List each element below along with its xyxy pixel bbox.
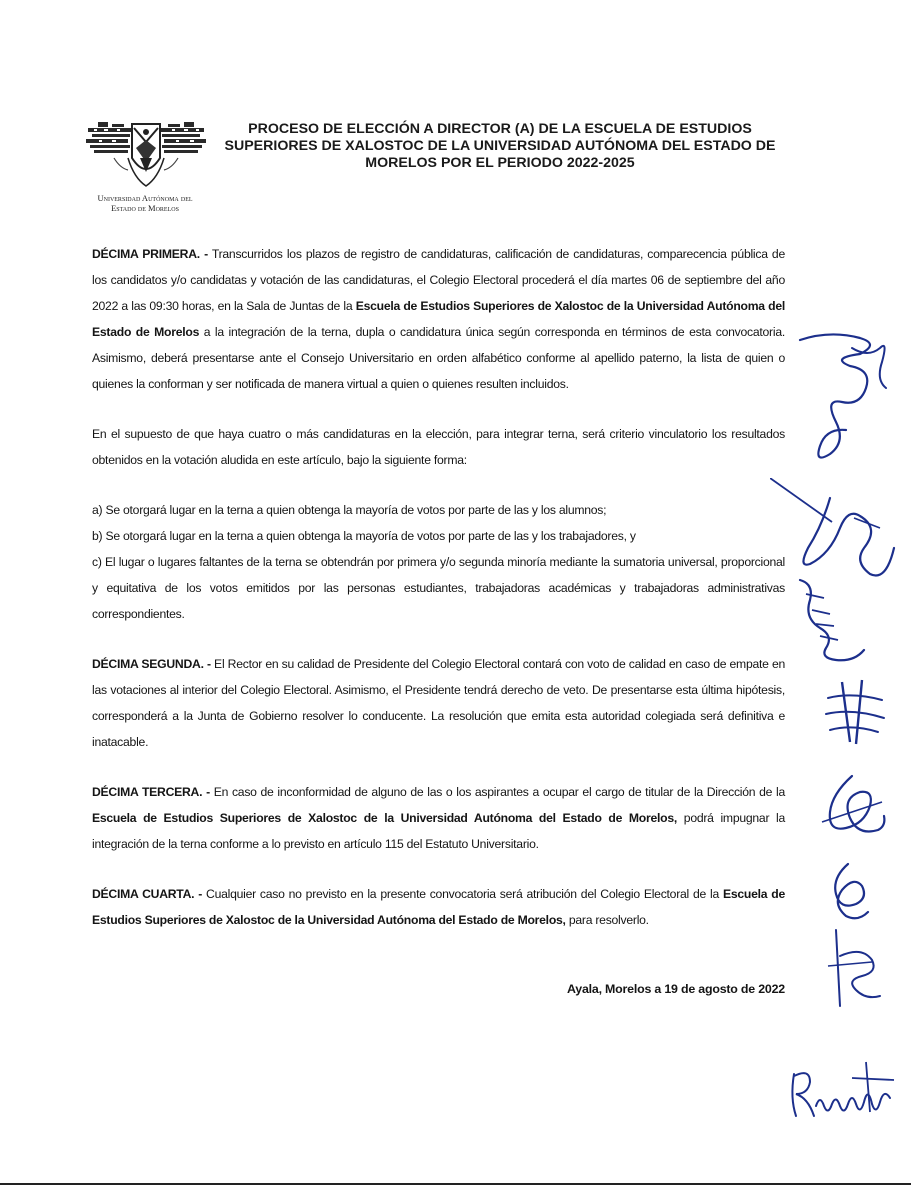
logo-caption xyxy=(84,193,206,213)
list-item-a: a) Se otorgará lugar en la terna a quien obtenga la mayoría de votos por parte de las y los alumnos; xyxy=(92,503,607,517)
clause-heading: DÉCIMA PRIMERA. - xyxy=(92,247,208,261)
clause-text: En caso de inconformidad de alguno de las o los aspirantes a ocupar el cargo de titular de la Dirección de la xyxy=(209,785,786,799)
school-name: Escuela de Estudios Superiores de Xalostoc de la Universidad Autónoma del Estado de Morelos, xyxy=(92,811,678,825)
page-bottom-rule xyxy=(0,1183,911,1185)
school-name: Escuela de Estudios Superiores de Xalostoc de la Universidad Autónoma del Estado de Morelos, xyxy=(92,887,785,927)
clause-heading: DÉCIMA SEGUNDA. - xyxy=(92,657,211,671)
logo-caption-line-2: Estado de Morelos xyxy=(111,203,179,213)
clause-decima-segunda xyxy=(92,651,785,755)
clause-heading: DÉCIMA CUARTA. - xyxy=(92,887,203,901)
clause-decima-cuarta xyxy=(92,881,785,933)
clause-text: Cualquier caso no previsto en la presente convocatoria será atribución del Colegio Electoral de la xyxy=(202,887,723,901)
document-body xyxy=(92,241,785,957)
signature-icon xyxy=(812,772,892,850)
list-item-c: c) El lugar o lugares faltantes de la terna se obtendrán por primera y/o segunda minoría mediante la sumatoria universal, proporcional y equitativa de los votos emitidos por las personas estudiantes, trabajadoras académicas y trabajadoras administrativas correspondientes. xyxy=(92,555,785,621)
signature-icon xyxy=(790,574,880,670)
document-title: PROCESO DE ELECCIÓN A DIRECTOR (A) DE LA ESCUELA DE ESTUDIOS SUPERIORES DE XALOSTOC DE LA UNIVERSIDAD AUTÓNOMA DEL ESTADO DE MORELOS POR EL PERIODO 2022-2025 xyxy=(224,121,776,171)
signature-icon xyxy=(822,678,892,748)
signature-icon xyxy=(818,860,878,922)
clause-text: El Rector en su calidad de Presidente del Colegio Electoral contará con voto de calidad en caso de empate en las votaciones al interior del Colegio Electoral. Asimismo, el Presidente tendrá derecho de veto. De presentarse esta última hipótesis, corresponderá a la Junta de Gobierno resolver lo conducente. La resolución que emita esta autoridad colegiada será definitiva e inatacable. xyxy=(92,657,786,749)
clause-text: podrá impugnar la integración de la terna conforme a lo previsto en artículo 115 del Estatuto Universitario. xyxy=(92,811,786,851)
paragraph-supuesto: En el supuesto de que haya cuatro o más candidaturas en la elección, para integrar terna, será criterio vinculatorio los resultados obtenidos en la votación aludida en este artículo, bajo la siguiente forma: xyxy=(92,427,785,467)
signature-icon xyxy=(790,318,900,468)
school-name: Escuela de Estudios Superiores de Xalostoc de la Universidad Autónoma del Estado de Morelos xyxy=(92,299,785,339)
clause-text: para resolverlo. xyxy=(565,913,649,927)
list-item-b: b) Se otorgará lugar en la terna a quien obtenga la mayoría de votos por parte de las y los trabajadores, y xyxy=(92,529,636,543)
clause-text: a la integración de la terna, dupla o candidatura única según corresponda en términos de esta convocatoria. Asimismo, deberá presentarse ante el Consejo Universitario en orden alfabético conforme al apellido paterno, la lista de quien o quienes la conforman y ser notificada de manera virtual a quien o quienes resulten incluidos. xyxy=(92,325,785,391)
clause-decima-primera xyxy=(92,241,785,397)
clause-heading: DÉCIMA TERCERA. - xyxy=(92,785,210,799)
clause-decima-tercera xyxy=(92,779,785,857)
signature-icon xyxy=(786,1058,898,1124)
signature-icon xyxy=(770,478,900,588)
place-date: Ayala, Morelos a 19 de agosto de 2022 xyxy=(566,982,785,996)
logo-caption-line-1: Universidad Autónoma del xyxy=(97,193,193,203)
signature-icon xyxy=(822,926,884,1012)
clause-text: Transcurridos los plazos de registro de candidaturas, calificación de candidaturas, comparecencia pública de los candidatos y/o candidatas y votación de las candidaturas, el Colegio Electoral procederá el día martes 06 de septiembre del año 2022 a las 09:30 horas, en la Sala de Juntas de la xyxy=(92,247,785,313)
